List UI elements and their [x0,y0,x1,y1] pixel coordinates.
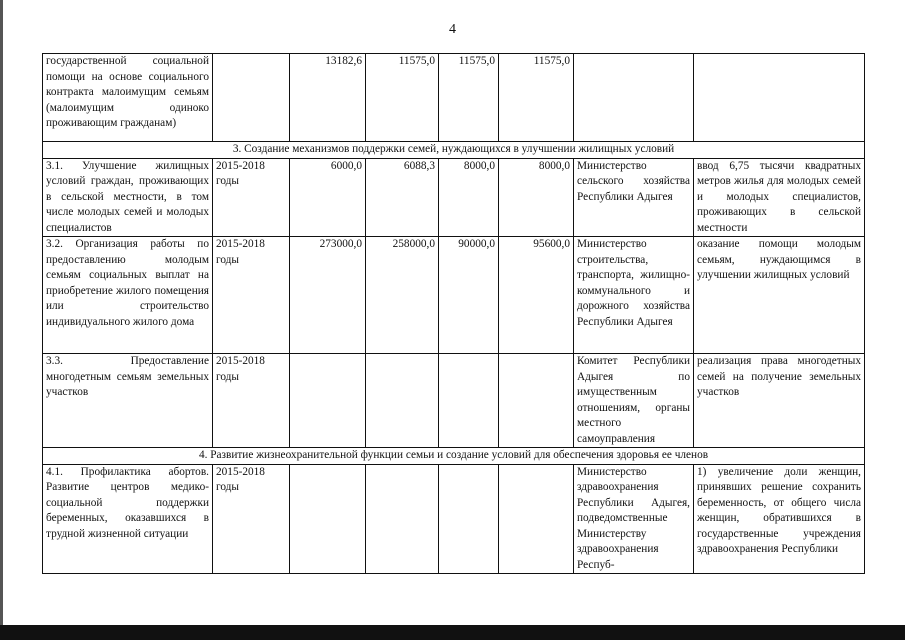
cell-name: 4.1. Профилактика абортов. Развитие центров медико-социальной поддержки беременных, оказавшихся в трудной жизненной ситуации [43,464,213,574]
table-row-3-2 [43,237,865,354]
cell-result: ввод 6,75 тысячи квадратных метров жилья для молодых семей и молодых специалистов, проживающих в сельской местности [694,158,865,237]
cell-value-2: 11575,0 [366,54,439,142]
cell-value-1: 273000,0 [290,237,366,354]
cell-executor [574,54,694,142]
cell-name: 3.3. Предоставление многодетным семьям земельных участков [43,354,213,448]
cell-value-3 [439,464,499,574]
cell-value-2 [366,464,439,574]
scan-bottom-border [0,625,905,640]
table-row-continuation [43,54,865,142]
cell-value-4: 11575,0 [499,54,574,142]
cell-executor: Министерство строительства, транспорта, жилищно-коммунального и дорожного хозяйства Республики Адыгея [574,237,694,354]
cell-value-1 [290,354,366,448]
cell-period: 2015-2018 годы [213,237,290,354]
cell-value-1: 13182,6 [290,54,366,142]
cell-period: 2015-2018 годы [213,158,290,237]
cell-name: 3.1. Улучшение жилищных условий граждан, проживающих в сельской местности, в том числе молодых семей и молодых специалистов [43,158,213,237]
cell-result [694,54,865,142]
section-title: 4. Развитие жизнеохранительной функции семьи и создание условий для обеспечения здоровья ее членов [43,448,865,465]
scan-left-edge [0,0,3,640]
page-number: 4 [449,22,456,37]
cell-name: государственной социальной помощи на основе социального контракта малоимущим семьям (малоимущим одиноко проживающим гражданам) [43,54,213,142]
section-header-row [43,142,865,159]
cell-executor: Министерство сельского хозяйства Республики Адыгея [574,158,694,237]
cell-value-3: 11575,0 [439,54,499,142]
cell-result: 1) увеличение доли женщин, принявших решение сохранить беременность, от общего числа женщин, обратившихся в государственные учреждения здравоохранения Республики [694,464,865,574]
cell-value-3 [439,354,499,448]
cell-result: оказание помощи молодым семьям, нуждающимся в улучшении жилищных условий [694,237,865,354]
cell-result: реализация права многодетных семей на получение земельных участков [694,354,865,448]
program-table [42,53,865,574]
cell-value-3: 8000,0 [439,158,499,237]
table-row-3-1 [43,158,865,237]
cell-value-2 [366,354,439,448]
table-row-3-3 [43,354,865,448]
cell-value-3: 90000,0 [439,237,499,354]
cell-value-4 [499,354,574,448]
cell-name: 3.2. Организация работы по предоставлению молодым семьям социальных выплат на приобретение жилого помещения или строительство индивидуального жилого дома [43,237,213,354]
cell-period [213,54,290,142]
section-title: 3. Создание механизмов поддержки семей, нуждающихся в улучшении жилищных условий [43,142,865,159]
cell-value-2: 6088,3 [366,158,439,237]
cell-value-1 [290,464,366,574]
cell-period: 2015-2018 годы [213,464,290,574]
table-row-4-1 [43,464,865,574]
cell-executor: Комитет Республики Адыгея по имущественным отношениям, органы местного самоуправления [574,354,694,448]
cell-value-2: 258000,0 [366,237,439,354]
cell-period: 2015-2018 годы [213,354,290,448]
section-header-row [43,448,865,465]
cell-executor: Министерство здравоохранения Республики Адыгея, подведомственные Министерству здравоохранения Респуб- [574,464,694,574]
cell-value-4 [499,464,574,574]
cell-value-1: 6000,0 [290,158,366,237]
cell-value-4: 95600,0 [499,237,574,354]
cell-value-4: 8000,0 [499,158,574,237]
